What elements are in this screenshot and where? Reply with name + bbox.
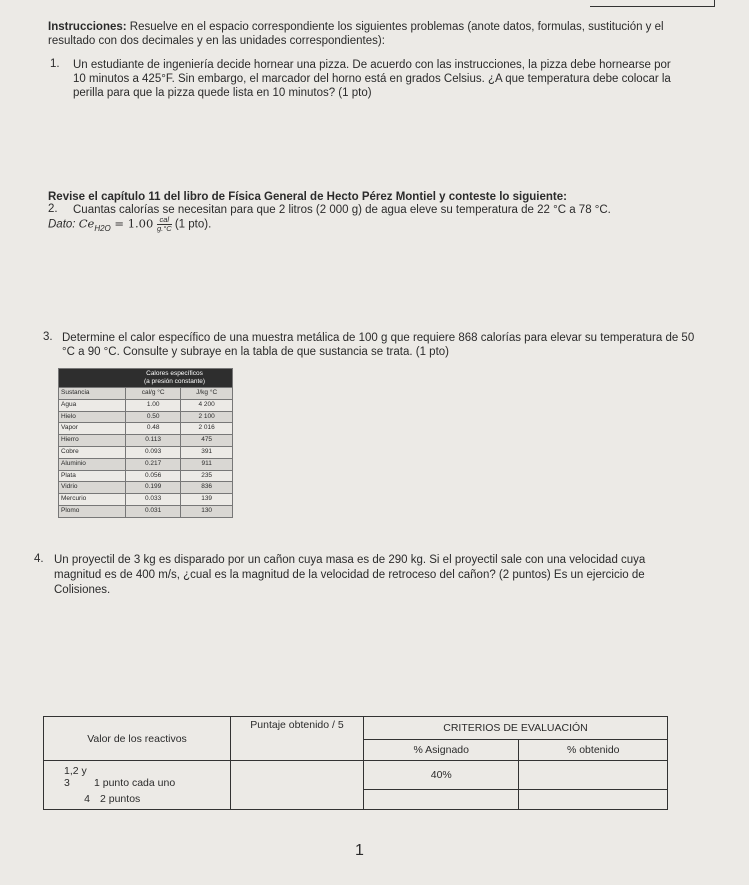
sh-substance: Aluminio [59, 458, 126, 470]
sh-substance: Vidrio [59, 482, 126, 494]
sh-substance: Hielo [59, 411, 126, 423]
q2-text: Cuantas calorías se necesitan para que 2 litros (2 000 g) de agua eleve su temperatura de 22 °C a 78 °C. [73, 204, 611, 216]
q3-number: 3. [43, 331, 53, 343]
sh-j: 4 200 [181, 399, 233, 411]
sh-j: 911 [181, 458, 233, 470]
instructions [48, 20, 708, 48]
obtenido-cell[interactable] [519, 761, 668, 790]
sh-j: 139 [181, 494, 233, 506]
sh-row [59, 458, 233, 470]
row1-points: 1 punto cada uno [94, 777, 176, 789]
sh-j: 2 100 [181, 411, 233, 423]
sh-substance: Mercurio [59, 494, 126, 506]
review-heading: Revise el capítulo 11 del libro de Física General de Hecto Pérez Montiel y conteste lo siguiente: [48, 191, 567, 203]
dato-label: Dato: [48, 218, 76, 231]
sh-substance: Plata [59, 470, 126, 482]
page-number: 1 [355, 842, 364, 859]
q1-number: 1. [50, 58, 60, 70]
sh-col-substance: Sustancia [59, 388, 126, 400]
instructions-text: Resuelve en el espacio correspondiente los siguientes problemas (anote datos, formulas, sustitución y el resultado con dos decimales y en las unidades correspondientes): [48, 21, 664, 47]
sh-col-cal: cal/g °C [126, 388, 181, 400]
evaluation-criteria-table [43, 716, 668, 810]
sh-row [59, 505, 233, 517]
sh-substance: Plomo [59, 505, 126, 517]
puntaje-cell[interactable] [231, 761, 364, 810]
sh-row [59, 482, 233, 494]
sh-title [59, 369, 233, 388]
sh-row [59, 423, 233, 435]
sh-row [59, 435, 233, 447]
q4-number: 4. [34, 553, 44, 565]
reactivos-values [44, 761, 231, 810]
sh-substance: Vapor [59, 423, 126, 435]
row2-items: 4 [84, 793, 90, 805]
obtenido-header: % obtenido [519, 740, 668, 761]
sh-substance: Agua [59, 399, 126, 411]
obtenido-empty-cell [519, 789, 668, 809]
sh-j: 836 [181, 482, 233, 494]
dato-sub: H2O [94, 223, 111, 233]
top-border-mark [590, 0, 715, 7]
specific-heat-table [58, 368, 233, 518]
q3-text: Determine el calor específico de una muestra metálica de 100 g que requiere 868 calorías para elevar su temperatura de 50 °C a 90 °C. Consulte y subraye en la tabla de que sustancia se trata. (1 pto) [62, 332, 695, 358]
sh-title-line1: Calores específicos [146, 370, 203, 377]
sh-cal: 0.093 [126, 446, 181, 458]
dato-equals: = 1.00 [110, 216, 157, 231]
sh-j: 475 [181, 435, 233, 447]
instructions-label: Instrucciones: [48, 21, 127, 33]
asignado-value: 40% [364, 761, 519, 790]
dato-fraction [157, 216, 172, 233]
row2-points: 2 puntos [100, 793, 141, 805]
sh-substance: Cobre [59, 446, 126, 458]
sh-cal: 0.50 [126, 411, 181, 423]
sh-col-j: J/kg °C [181, 388, 233, 400]
criterios-header: CRITERIOS DE EVALUACIÓN [364, 717, 668, 740]
reactivos-row2 [64, 793, 226, 805]
q1-text: Un estudiante de ingeniería decide hornear una pizza. De acuerdo con las instrucciones, la pizza debe hornearse por 10 minutos a 425°F. Sin embargo, el marcador del horno está en grados Celsius. ¿A que temperatura debe colocar la perilla para que la pizza quede lista en 10 minutos? (1 pto) [73, 59, 671, 99]
q2-number: 2. [48, 203, 58, 215]
sh-cal: 0.199 [126, 482, 181, 494]
frac-num: cal [157, 216, 172, 225]
sh-j: 2 016 [181, 423, 233, 435]
sh-row [59, 470, 233, 482]
sh-title-line2: (a presión constante) [143, 378, 206, 385]
sh-cal: 0.056 [126, 470, 181, 482]
sh-cal: 0.033 [126, 494, 181, 506]
sh-cal: 0.217 [126, 458, 181, 470]
sh-cal: 1.00 [126, 399, 181, 411]
dato-formula: Ce [78, 216, 95, 231]
q4-text: Un proyectil de 3 kg es disparado por un cañon cuya masa es de 290 kg. Si el proyectil sale con una velocidad cuya magnitud es de 400 m/s, ¿cual es la magnitud de la velocidad de retroceso del cañon? (2 puntos) Es un ejercicio de Colisiones. [54, 554, 646, 596]
sh-j: 130 [181, 505, 233, 517]
sh-j: 391 [181, 446, 233, 458]
sh-row [59, 411, 233, 423]
dato-points: (1 pto). [171, 218, 212, 231]
frac-den: g.°C [156, 224, 172, 233]
sh-cal: 0.48 [126, 423, 181, 435]
sh-j: 235 [181, 470, 233, 482]
q2-dato [48, 216, 211, 233]
sh-row [59, 399, 233, 411]
sh-cal: 0.031 [126, 505, 181, 517]
sh-cal: 0.113 [126, 435, 181, 447]
sh-row [59, 494, 233, 506]
asignado-empty-cell [364, 789, 519, 809]
reactivos-header: Valor de los reactivos [44, 717, 231, 761]
sh-substance: Hierro [59, 435, 126, 447]
puntaje-header: Puntaje obtenido / 5 [231, 717, 364, 761]
reactivos-row1 [64, 765, 226, 789]
row1-items: 1,2 y 3 [64, 765, 87, 789]
sh-row [59, 446, 233, 458]
asignado-header: % Asignado [364, 740, 519, 761]
